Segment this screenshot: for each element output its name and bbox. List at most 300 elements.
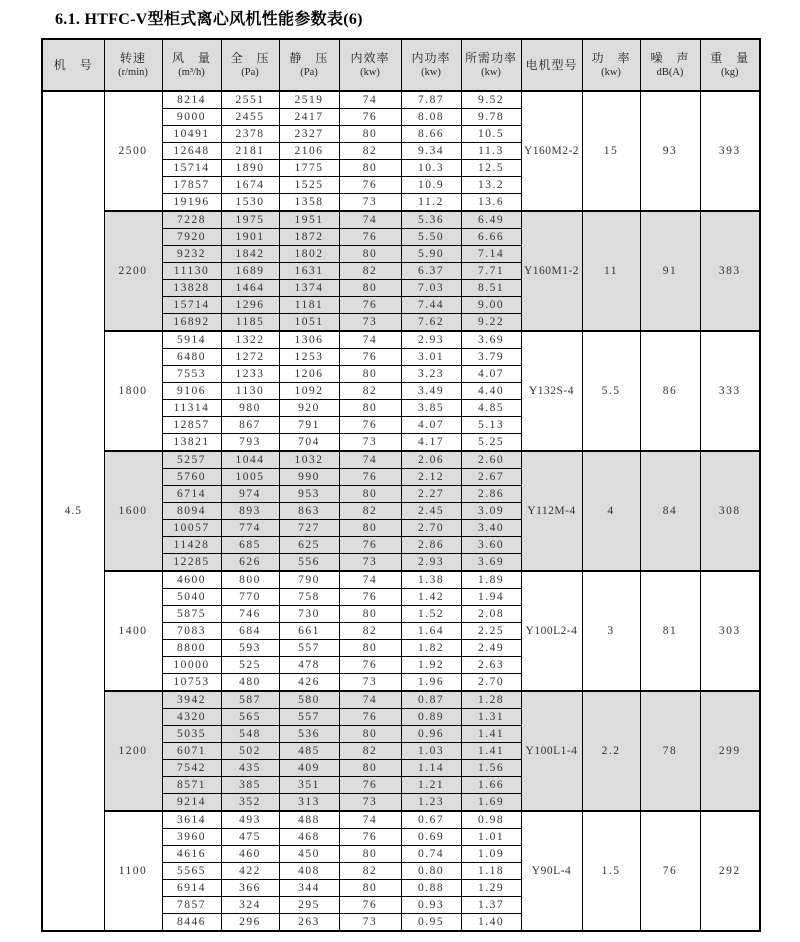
cell-internal-power: 2.12 [401, 469, 461, 486]
cell-airflow: 8094 [162, 503, 221, 520]
cell-efficiency: 73 [339, 674, 401, 692]
cell-required-power: 2.25 [461, 623, 521, 640]
cell-total-pressure: 2455 [221, 109, 279, 126]
cell-total-pressure: 1044 [221, 451, 279, 469]
cell-static-pressure: 557 [279, 640, 339, 657]
cell-static-pressure: 1631 [279, 263, 339, 280]
cell-speed: 1400 [104, 571, 162, 691]
cell-static-pressure: 408 [279, 863, 339, 880]
cell-efficiency: 76 [339, 229, 401, 246]
cell-motor-model: Y160M1-2 [521, 211, 582, 331]
cell-weight: 299 [700, 691, 760, 811]
cell-airflow: 7857 [162, 897, 221, 914]
cell-static-pressure: 1051 [279, 314, 339, 332]
cell-internal-power: 1.23 [401, 794, 461, 812]
cell-power: 2.2 [582, 691, 640, 811]
cell-airflow: 6914 [162, 880, 221, 897]
col-header-noise: 噪 声 dB(A) [640, 39, 700, 91]
cell-static-pressure: 485 [279, 743, 339, 760]
cell-efficiency: 76 [339, 349, 401, 366]
cell-airflow: 6714 [162, 486, 221, 503]
cell-weight: 292 [700, 811, 760, 931]
cell-internal-power: 5.36 [401, 211, 461, 229]
cell-total-pressure: 460 [221, 846, 279, 863]
cell-efficiency: 80 [339, 846, 401, 863]
cell-static-pressure: 2417 [279, 109, 339, 126]
cell-airflow: 12857 [162, 417, 221, 434]
cell-total-pressure: 980 [221, 400, 279, 417]
cell-internal-power: 5.50 [401, 229, 461, 246]
cell-airflow: 19196 [162, 194, 221, 212]
cell-efficiency: 82 [339, 503, 401, 520]
cell-total-pressure: 1322 [221, 331, 279, 349]
cell-efficiency: 80 [339, 280, 401, 297]
cell-total-pressure: 352 [221, 794, 279, 812]
cell-efficiency: 73 [339, 914, 401, 932]
cell-static-pressure: 450 [279, 846, 339, 863]
cell-total-pressure: 626 [221, 554, 279, 572]
col-header-efficiency: 内效率 (kw) [339, 39, 401, 91]
cell-airflow: 13821 [162, 434, 221, 452]
cell-static-pressure: 2519 [279, 91, 339, 109]
cell-total-pressure: 1005 [221, 469, 279, 486]
col-header-internal-power: 内功率 (kw) [401, 39, 461, 91]
cell-power: 1.5 [582, 811, 640, 931]
cell-internal-power: 0.93 [401, 897, 461, 914]
cell-airflow: 12285 [162, 554, 221, 572]
cell-required-power: 0.98 [461, 811, 521, 829]
cell-internal-power: 2.06 [401, 451, 461, 469]
table-row [42, 91, 760, 109]
cell-total-pressure: 324 [221, 897, 279, 914]
cell-efficiency: 80 [339, 606, 401, 623]
cell-static-pressure: 1181 [279, 297, 339, 314]
cell-airflow: 12648 [162, 143, 221, 160]
cell-airflow: 7553 [162, 366, 221, 383]
cell-internal-power: 1.38 [401, 571, 461, 589]
cell-airflow: 3942 [162, 691, 221, 709]
cell-static-pressure: 344 [279, 880, 339, 897]
cell-motor-model: Y100L1-4 [521, 691, 582, 811]
cell-required-power: 7.14 [461, 246, 521, 263]
cell-speed: 1200 [104, 691, 162, 811]
cell-required-power: 13.6 [461, 194, 521, 212]
cell-required-power: 4.85 [461, 400, 521, 417]
cell-airflow: 15714 [162, 297, 221, 314]
cell-internal-power: 7.03 [401, 280, 461, 297]
cell-required-power: 1.01 [461, 829, 521, 846]
cell-static-pressure: 727 [279, 520, 339, 537]
cell-motor-model: Y160M2-2 [521, 91, 582, 211]
cell-required-power: 3.69 [461, 331, 521, 349]
col-header-weight: 重 量 (kg) [700, 39, 760, 91]
cell-required-power: 3.09 [461, 503, 521, 520]
cell-total-pressure: 548 [221, 726, 279, 743]
cell-efficiency: 76 [339, 537, 401, 554]
cell-airflow: 11428 [162, 537, 221, 554]
cell-efficiency: 74 [339, 451, 401, 469]
cell-motor-model: Y112M-4 [521, 451, 582, 571]
cell-total-pressure: 2551 [221, 91, 279, 109]
cell-internal-power: 0.95 [401, 914, 461, 932]
cell-internal-power: 3.49 [401, 383, 461, 400]
cell-static-pressure: 1206 [279, 366, 339, 383]
cell-required-power: 3.40 [461, 520, 521, 537]
cell-total-pressure: 1901 [221, 229, 279, 246]
cell-airflow: 17857 [162, 177, 221, 194]
cell-internal-power: 3.85 [401, 400, 461, 417]
cell-total-pressure: 493 [221, 811, 279, 829]
cell-efficiency: 80 [339, 366, 401, 383]
cell-required-power: 1.41 [461, 743, 521, 760]
cell-static-pressure: 1525 [279, 177, 339, 194]
cell-internal-power: 0.96 [401, 726, 461, 743]
cell-efficiency: 80 [339, 126, 401, 143]
cell-required-power: 2.08 [461, 606, 521, 623]
cell-required-power: 9.78 [461, 109, 521, 126]
cell-total-pressure: 685 [221, 537, 279, 554]
cell-static-pressure: 351 [279, 777, 339, 794]
cell-efficiency: 76 [339, 417, 401, 434]
cell-airflow: 7920 [162, 229, 221, 246]
cell-internal-power: 2.45 [401, 503, 461, 520]
cell-internal-power: 1.21 [401, 777, 461, 794]
cell-total-pressure: 366 [221, 880, 279, 897]
cell-efficiency: 82 [339, 383, 401, 400]
cell-required-power: 5.25 [461, 434, 521, 452]
cell-efficiency: 76 [339, 589, 401, 606]
page-title: 6.1. HTFC-V型柜式离心风机性能参数表(6) [55, 11, 363, 28]
cell-internal-power: 10.9 [401, 177, 461, 194]
cell-efficiency: 82 [339, 743, 401, 760]
cell-airflow: 8800 [162, 640, 221, 657]
cell-speed: 2500 [104, 91, 162, 211]
cell-internal-power: 2.70 [401, 520, 461, 537]
cell-total-pressure: 746 [221, 606, 279, 623]
cell-internal-power: 10.3 [401, 160, 461, 177]
cell-airflow: 5257 [162, 451, 221, 469]
cell-required-power: 4.40 [461, 383, 521, 400]
cell-static-pressure: 409 [279, 760, 339, 777]
cell-required-power: 3.60 [461, 537, 521, 554]
cell-static-pressure: 1775 [279, 160, 339, 177]
cell-required-power: 12.5 [461, 160, 521, 177]
cell-airflow: 10491 [162, 126, 221, 143]
cell-internal-power: 0.74 [401, 846, 461, 863]
col-header-required-power: 所需功率 (kw) [461, 39, 521, 91]
cell-static-pressure: 536 [279, 726, 339, 743]
cell-efficiency: 82 [339, 863, 401, 880]
cell-efficiency: 73 [339, 434, 401, 452]
cell-static-pressure: 791 [279, 417, 339, 434]
cell-required-power: 1.28 [461, 691, 521, 709]
cell-static-pressure: 295 [279, 897, 339, 914]
cell-airflow: 11314 [162, 400, 221, 417]
cell-airflow: 5040 [162, 589, 221, 606]
cell-total-pressure: 893 [221, 503, 279, 520]
cell-internal-power: 11.2 [401, 194, 461, 212]
cell-speed: 1800 [104, 331, 162, 451]
cell-total-pressure: 2378 [221, 126, 279, 143]
cell-airflow: 8571 [162, 777, 221, 794]
cell-required-power: 9.52 [461, 91, 521, 109]
cell-weight: 333 [700, 331, 760, 451]
cell-weight: 308 [700, 451, 760, 571]
cell-required-power: 1.56 [461, 760, 521, 777]
cell-total-pressure: 565 [221, 709, 279, 726]
cell-total-pressure: 525 [221, 657, 279, 674]
cell-static-pressure: 1358 [279, 194, 339, 212]
cell-static-pressure: 730 [279, 606, 339, 623]
cell-total-pressure: 475 [221, 829, 279, 846]
table-row [42, 691, 760, 709]
cell-static-pressure: 1253 [279, 349, 339, 366]
cell-efficiency: 80 [339, 400, 401, 417]
cell-required-power: 5.13 [461, 417, 521, 434]
cell-efficiency: 73 [339, 554, 401, 572]
cell-internal-power: 7.44 [401, 297, 461, 314]
cell-airflow: 5760 [162, 469, 221, 486]
cell-airflow: 5035 [162, 726, 221, 743]
cell-required-power: 1.41 [461, 726, 521, 743]
cell-internal-power: 1.52 [401, 606, 461, 623]
cell-internal-power: 4.07 [401, 417, 461, 434]
cell-required-power: 7.71 [461, 263, 521, 280]
cell-required-power: 4.07 [461, 366, 521, 383]
table-row [42, 331, 760, 349]
cell-weight: 383 [700, 211, 760, 331]
cell-airflow: 6071 [162, 743, 221, 760]
cell-required-power: 8.51 [461, 280, 521, 297]
col-header-static-pressure: 静 压 (Pa) [279, 39, 339, 91]
cell-required-power: 2.70 [461, 674, 521, 692]
cell-airflow: 7083 [162, 623, 221, 640]
cell-total-pressure: 1689 [221, 263, 279, 280]
cell-internal-power: 7.62 [401, 314, 461, 332]
cell-static-pressure: 1802 [279, 246, 339, 263]
cell-airflow: 7542 [162, 760, 221, 777]
cell-efficiency: 80 [339, 640, 401, 657]
cell-internal-power: 1.64 [401, 623, 461, 640]
cell-efficiency: 80 [339, 880, 401, 897]
cell-total-pressure: 1674 [221, 177, 279, 194]
cell-static-pressure: 1306 [279, 331, 339, 349]
cell-total-pressure: 2181 [221, 143, 279, 160]
cell-static-pressure: 920 [279, 400, 339, 417]
cell-total-pressure: 867 [221, 417, 279, 434]
cell-required-power: 9.22 [461, 314, 521, 332]
col-header-power: 功 率 (kw) [582, 39, 640, 91]
cell-power: 11 [582, 211, 640, 331]
cell-static-pressure: 953 [279, 486, 339, 503]
cell-static-pressure: 2106 [279, 143, 339, 160]
cell-noise: 91 [640, 211, 700, 331]
cell-required-power: 3.69 [461, 554, 521, 572]
cell-internal-power: 3.01 [401, 349, 461, 366]
cell-airflow: 9214 [162, 794, 221, 812]
cell-power: 3 [582, 571, 640, 691]
cell-power: 15 [582, 91, 640, 211]
cell-efficiency: 82 [339, 623, 401, 640]
cell-noise: 78 [640, 691, 700, 811]
cell-required-power: 6.49 [461, 211, 521, 229]
col-header-total-pressure: 全 压 (Pa) [221, 39, 279, 91]
cell-static-pressure: 790 [279, 571, 339, 589]
cell-required-power: 6.66 [461, 229, 521, 246]
cell-internal-power: 4.17 [401, 434, 461, 452]
cell-speed: 1600 [104, 451, 162, 571]
col-header-machine-no: 机 号 [42, 39, 104, 91]
cell-efficiency: 74 [339, 331, 401, 349]
cell-efficiency: 73 [339, 194, 401, 212]
cell-static-pressure: 488 [279, 811, 339, 829]
cell-efficiency: 80 [339, 520, 401, 537]
cell-efficiency: 80 [339, 246, 401, 263]
cell-airflow: 4616 [162, 846, 221, 863]
cell-static-pressure: 580 [279, 691, 339, 709]
cell-total-pressure: 770 [221, 589, 279, 606]
cell-total-pressure: 1130 [221, 383, 279, 400]
cell-airflow: 11130 [162, 263, 221, 280]
cell-static-pressure: 1872 [279, 229, 339, 246]
cell-airflow: 6480 [162, 349, 221, 366]
cell-internal-power: 8.08 [401, 109, 461, 126]
cell-static-pressure: 758 [279, 589, 339, 606]
cell-airflow: 4600 [162, 571, 221, 589]
cell-required-power: 10.5 [461, 126, 521, 143]
cell-static-pressure: 468 [279, 829, 339, 846]
cell-total-pressure: 587 [221, 691, 279, 709]
cell-efficiency: 76 [339, 109, 401, 126]
cell-static-pressure: 1951 [279, 211, 339, 229]
cell-internal-power: 0.87 [401, 691, 461, 709]
cell-efficiency: 76 [339, 709, 401, 726]
cell-efficiency: 80 [339, 486, 401, 503]
cell-efficiency: 76 [339, 297, 401, 314]
table-row [42, 571, 760, 589]
cell-internal-power: 0.80 [401, 863, 461, 880]
cell-static-pressure: 557 [279, 709, 339, 726]
cell-total-pressure: 1233 [221, 366, 279, 383]
cell-required-power: 1.66 [461, 777, 521, 794]
cell-static-pressure: 704 [279, 434, 339, 452]
cell-internal-power: 1.92 [401, 657, 461, 674]
cell-required-power: 2.49 [461, 640, 521, 657]
cell-static-pressure: 863 [279, 503, 339, 520]
cell-airflow: 5565 [162, 863, 221, 880]
cell-power: 4 [582, 451, 640, 571]
cell-airflow: 9232 [162, 246, 221, 263]
cell-required-power: 1.31 [461, 709, 521, 726]
cell-efficiency: 76 [339, 469, 401, 486]
cell-noise: 84 [640, 451, 700, 571]
cell-required-power: 13.2 [461, 177, 521, 194]
cell-static-pressure: 263 [279, 914, 339, 932]
cell-motor-model: Y132S-4 [521, 331, 582, 451]
cell-required-power: 1.89 [461, 571, 521, 589]
cell-internal-power: 1.42 [401, 589, 461, 606]
cell-airflow: 16892 [162, 314, 221, 332]
cell-static-pressure: 1032 [279, 451, 339, 469]
cell-total-pressure: 1464 [221, 280, 279, 297]
cell-efficiency: 74 [339, 211, 401, 229]
cell-machine-no: 4.5 [42, 91, 104, 931]
cell-internal-power: 3.23 [401, 366, 461, 383]
cell-internal-power: 2.27 [401, 486, 461, 503]
cell-total-pressure: 684 [221, 623, 279, 640]
cell-static-pressure: 478 [279, 657, 339, 674]
cell-total-pressure: 385 [221, 777, 279, 794]
cell-total-pressure: 1296 [221, 297, 279, 314]
cell-motor-model: Y90L-4 [521, 811, 582, 931]
cell-speed: 1100 [104, 811, 162, 931]
cell-airflow: 4320 [162, 709, 221, 726]
cell-efficiency: 76 [339, 777, 401, 794]
col-header-speed: 转速 (r/min) [104, 39, 162, 91]
cell-required-power: 1.40 [461, 914, 521, 932]
cell-required-power: 2.86 [461, 486, 521, 503]
cell-weight: 303 [700, 571, 760, 691]
cell-required-power: 11.3 [461, 143, 521, 160]
cell-airflow: 10753 [162, 674, 221, 692]
cell-static-pressure: 625 [279, 537, 339, 554]
cell-total-pressure: 1185 [221, 314, 279, 332]
cell-efficiency: 73 [339, 794, 401, 812]
cell-internal-power: 0.67 [401, 811, 461, 829]
cell-airflow: 8214 [162, 91, 221, 109]
cell-total-pressure: 296 [221, 914, 279, 932]
cell-efficiency: 76 [339, 897, 401, 914]
cell-required-power: 3.79 [461, 349, 521, 366]
cell-airflow: 10057 [162, 520, 221, 537]
cell-efficiency: 76 [339, 657, 401, 674]
cell-total-pressure: 793 [221, 434, 279, 452]
cell-internal-power: 2.86 [401, 537, 461, 554]
cell-static-pressure: 556 [279, 554, 339, 572]
table-header [42, 39, 760, 91]
cell-airflow: 3960 [162, 829, 221, 846]
cell-total-pressure: 480 [221, 674, 279, 692]
cell-internal-power: 1.14 [401, 760, 461, 777]
col-header-airflow: 风 量 (m³/h) [162, 39, 221, 91]
cell-airflow: 15714 [162, 160, 221, 177]
cell-internal-power: 1.82 [401, 640, 461, 657]
cell-efficiency: 80 [339, 726, 401, 743]
cell-efficiency: 73 [339, 314, 401, 332]
cell-airflow: 10000 [162, 657, 221, 674]
cell-efficiency: 82 [339, 263, 401, 280]
table-row [42, 451, 760, 469]
cell-total-pressure: 1530 [221, 194, 279, 212]
cell-required-power: 1.09 [461, 846, 521, 863]
cell-internal-power: 5.90 [401, 246, 461, 263]
table-body [42, 91, 760, 931]
cell-static-pressure: 313 [279, 794, 339, 812]
cell-total-pressure: 1890 [221, 160, 279, 177]
table-row [42, 811, 760, 829]
cell-static-pressure: 1374 [279, 280, 339, 297]
cell-internal-power: 1.03 [401, 743, 461, 760]
cell-internal-power: 7.87 [401, 91, 461, 109]
cell-efficiency: 74 [339, 91, 401, 109]
cell-total-pressure: 593 [221, 640, 279, 657]
cell-noise: 76 [640, 811, 700, 931]
cell-required-power: 1.29 [461, 880, 521, 897]
cell-static-pressure: 1092 [279, 383, 339, 400]
cell-efficiency: 80 [339, 160, 401, 177]
cell-required-power: 1.37 [461, 897, 521, 914]
cell-airflow: 9106 [162, 383, 221, 400]
